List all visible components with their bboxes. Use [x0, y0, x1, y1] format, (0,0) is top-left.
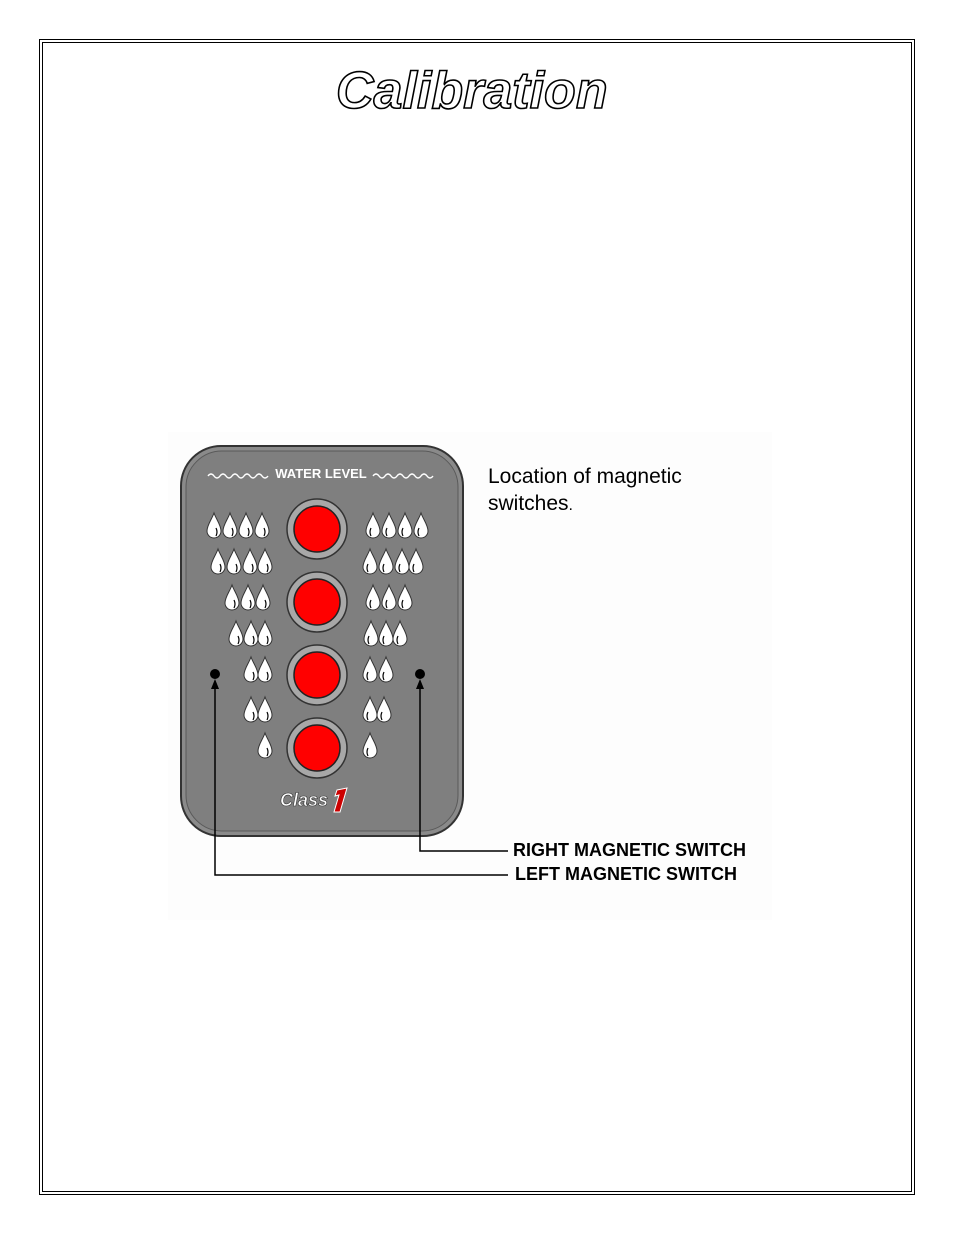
- level-light-4: [294, 506, 340, 552]
- svg-text:Class: Class: [280, 790, 329, 810]
- figure-caption: [488, 463, 682, 519]
- caption-line-2: [488, 490, 682, 519]
- level-light-3: [294, 579, 340, 625]
- right-magnetic-switch-label: RIGHT MAGNETIC SWITCH: [513, 840, 746, 860]
- caption-line-2-text: switches: [488, 492, 569, 515]
- left-magnetic-switch-label: LEFT MAGNETIC SWITCH: [515, 864, 737, 884]
- level-light-1: [294, 725, 340, 771]
- panel-heading: WATER LEVEL: [275, 466, 367, 481]
- right-magnetic-switch-dot: [415, 669, 425, 679]
- level-light-2: [294, 652, 340, 698]
- page-title: Calibration: [336, 62, 608, 120]
- caption-period: .: [568, 497, 573, 514]
- caption-line-1: Location of magnetic: [488, 465, 682, 488]
- left-magnetic-switch-dot: [210, 669, 220, 679]
